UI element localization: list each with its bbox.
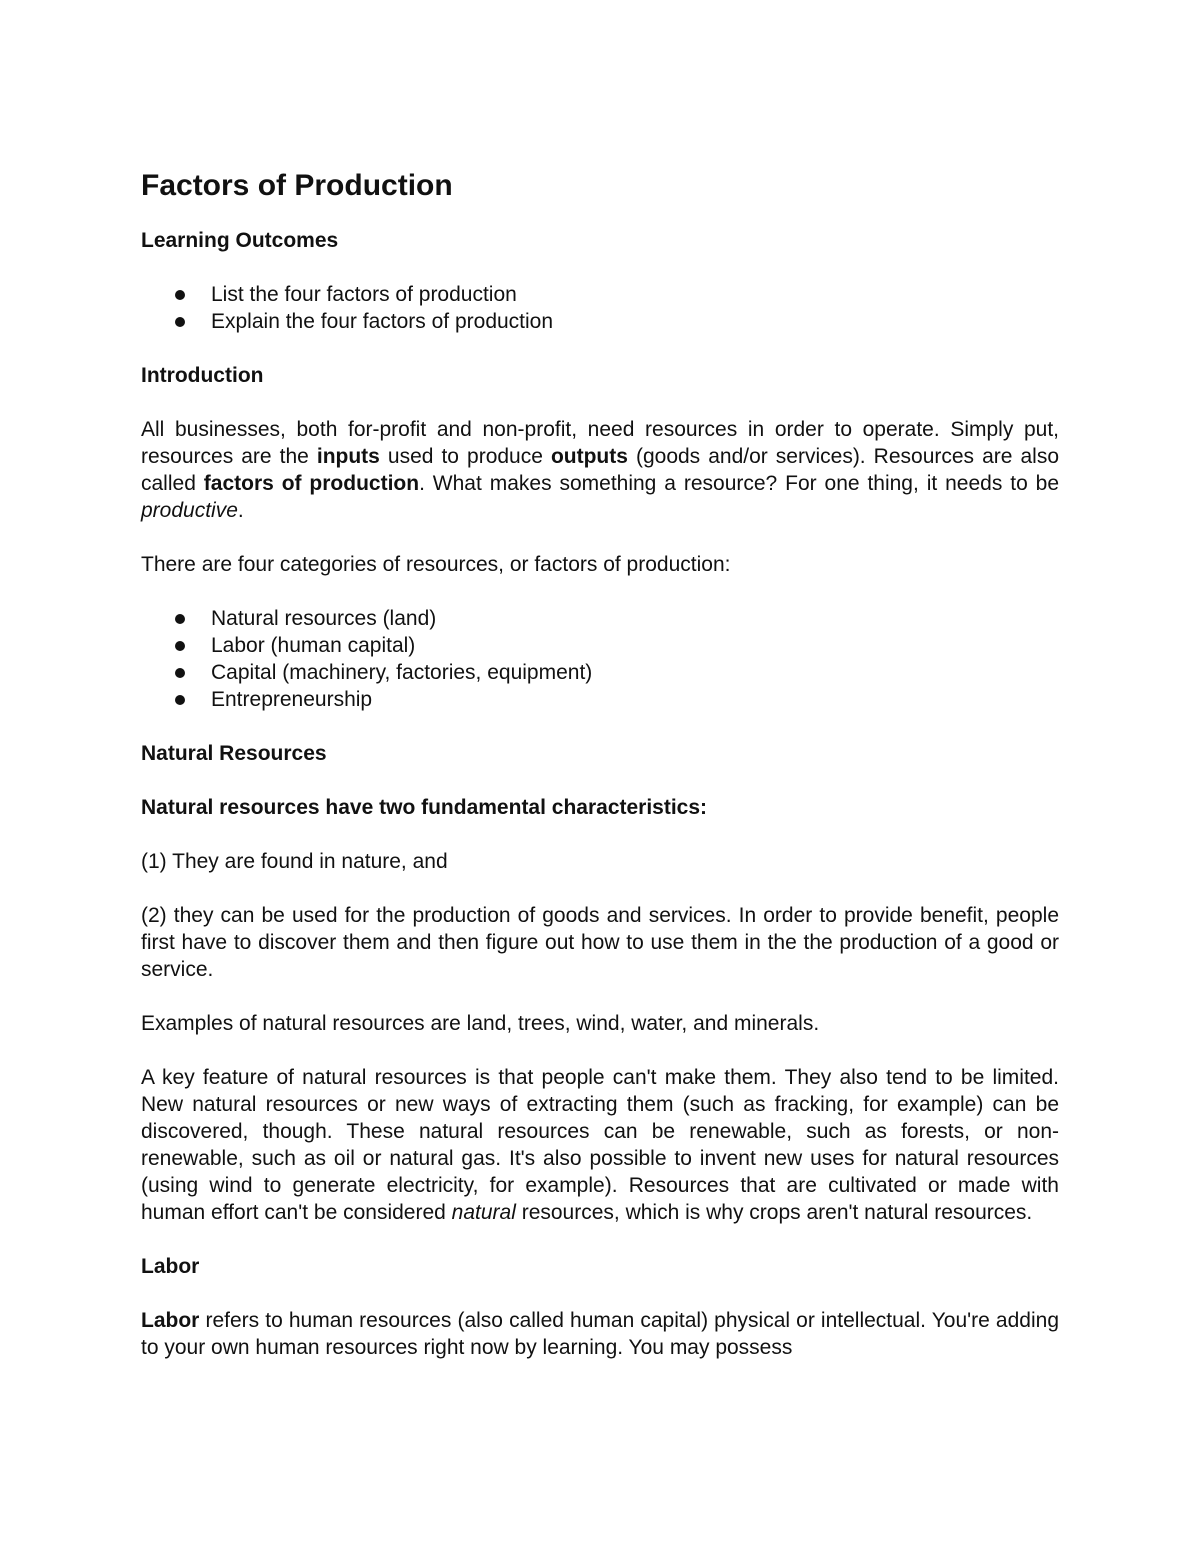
list-item: Explain the four factors of production xyxy=(141,308,1059,335)
characteristic-one: (1) They are found in nature, and xyxy=(141,850,448,873)
document-page xyxy=(141,168,1059,1388)
labor-heading: Labor xyxy=(141,1255,200,1278)
factors-list xyxy=(141,605,1059,713)
learning-outcomes-heading: Learning Outcomes xyxy=(141,229,339,252)
page-title: Factors of Production xyxy=(141,169,453,202)
natural-resources-heading: Natural Resources xyxy=(141,742,327,765)
introduction-paragraph: All businesses, both for-profit and non-profit, need resources in order to operate. Simply put, resources are the inputs used to produce outputs (goods and/or services). Resources are also called factors of production. What makes something a resource? For one thing, it needs to be productive. xyxy=(141,418,1060,522)
list-item: Natural resources (land) xyxy=(141,605,1059,632)
introduction-heading: Introduction xyxy=(141,364,264,387)
natural-examples-paragraph: Examples of natural resources are land, trees, wind, water, and minerals. xyxy=(141,1012,820,1035)
list-item: Labor (human capital) xyxy=(141,632,1059,659)
learning-outcomes-list xyxy=(141,281,1059,335)
list-item: Entrepreneurship xyxy=(141,686,1059,713)
natural-resources-subheading: Natural resources have two fundamental characteristics: xyxy=(141,796,708,819)
labor-paragraph: Labor refers to human resources (also called human capital) physical or intellectual. You're adding to your own human resources right now by learning. You may possess xyxy=(141,1309,1059,1359)
categories-paragraph: There are four categories of resources, or factors of production: xyxy=(141,553,731,576)
list-item: Capital (machinery, factories, equipment) xyxy=(141,659,1059,686)
characteristic-two: (2) they can be used for the production of goods and services. In order to provide benefit, people first have to discover them and then figure out how to use them in the the production of a good or service. xyxy=(141,904,1059,981)
natural-feature-paragraph: A key feature of natural resources is that people can't make them. They also tend to be limited. New natural resources or new ways of extracting them (such as fracking, for example) can be discovered, though. These natural resources can be renewable, such as forests, or non-renewable, such as oil or natural gas. It's also possible to invent new uses for natural resources (using wind to generate electricity, for example). Resources that are cultivated or made with human effort can't be considered natural resources, which is why crops aren't natural resources. xyxy=(141,1066,1059,1224)
list-item: List the four factors of production xyxy=(141,281,1059,308)
